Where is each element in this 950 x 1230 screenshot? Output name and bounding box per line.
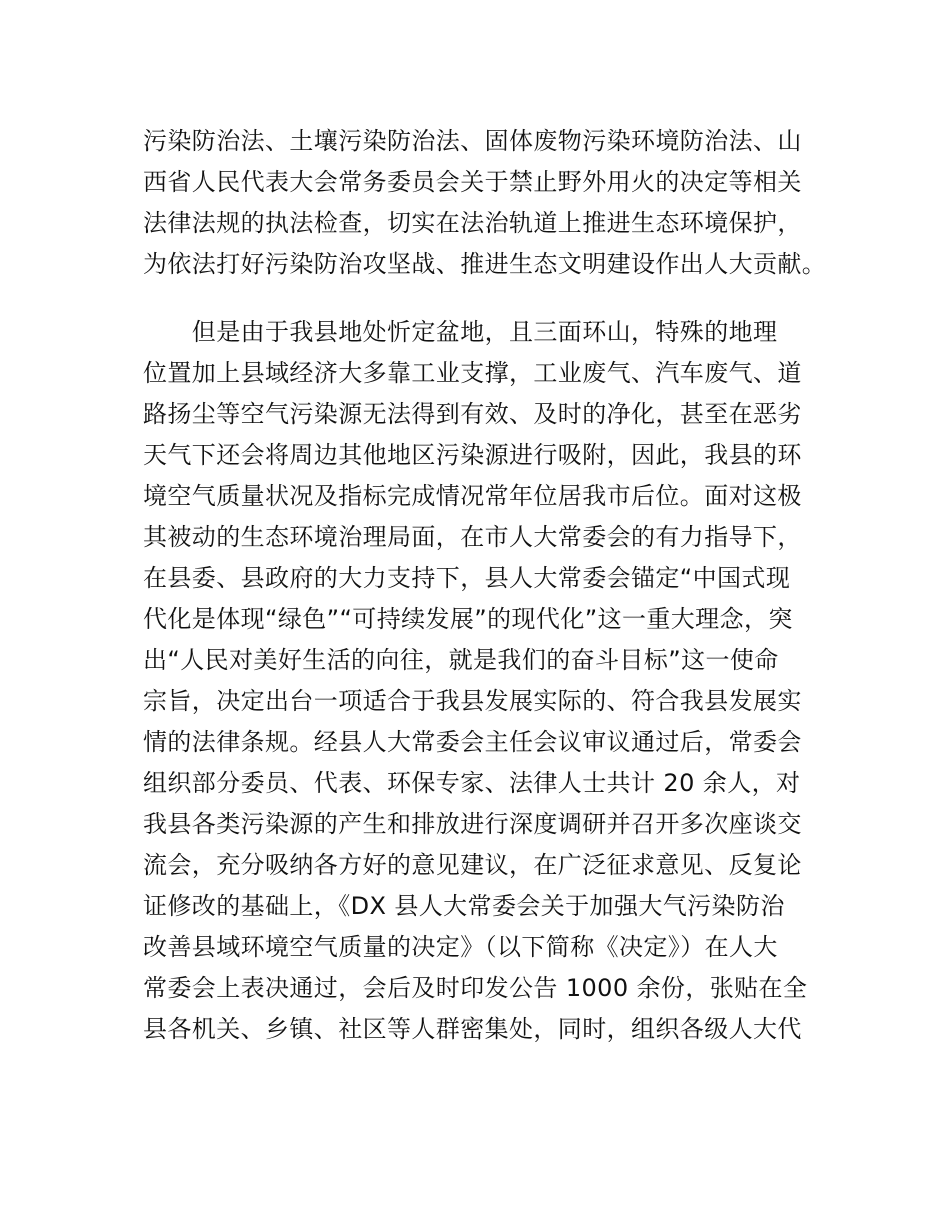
text-line: 境空气质量状况及指标完成情况常年位居我市后位。面对这极: [143, 482, 802, 510]
text-line: 证修改的基础上，《DX 县人大常委会关于加强大气污染防治: [143, 892, 785, 920]
text-line: 组织部分委员、代表、环保专家、法律人士共计 20 余人，对: [143, 769, 801, 797]
text-line: 流会，充分吸纳各方好的意见建议，在广泛征求意见、反复论: [143, 851, 802, 879]
text-line: 西省人民代表大会常务委员会关于禁止野外用火的决定等相关: [143, 168, 802, 196]
text-line: 路扬尘等空气污染源无法得到有效、及时的净化，甚至在恶劣: [143, 400, 802, 428]
text-line: 污染防治法、土壤污染防治法、固体废物污染环境防治法、山: [143, 127, 802, 155]
text-line: 法律法规的执法检查，切实在法治轨道上推进生态环境保护，: [143, 209, 802, 237]
text-line: 代化是体现“绿色”“可持续发展”的现代化”这一重大理念，突: [143, 605, 793, 633]
text-line: 县各机关、乡镇、社区等人群密集处，同时，组织各级人大代: [143, 1015, 802, 1043]
text-line: 出“人民对美好生活的向往，就是我们的奋斗目标”这一使命: [143, 646, 779, 674]
text-line: 宗旨，决定出台一项适合于我县发展实际的、符合我县发展实: [143, 687, 802, 715]
text-line: 位置加上县域经济大多靠工业支撑，工业废气、汽车废气、道: [143, 359, 802, 387]
text-line: 情的法律条规。经县人大常委会主任会议审议通过后，常委会: [143, 728, 802, 756]
paragraph-air-pollution-decision: [143, 312, 823, 1050]
paragraph-law-enforcement-inspection: [143, 121, 827, 285]
text-line: 常委会上表决通过，会后及时印发公告 1000 余份，张贴在全: [143, 974, 808, 1002]
text-line: 为依法打好污染防治攻坚战、推进生态文明建设作出人大贡献。: [143, 250, 827, 278]
text-line: 其被动的生态环境治理局面，在市人大常委会的有力指导下，: [143, 523, 802, 551]
text-line: 我县各类污染源的产生和排放进行深度调研并召开多次座谈交: [143, 810, 802, 838]
text-line: 改善县域环境空气质量的决定》（以下简称《决定》）在人大: [143, 933, 778, 961]
text-line: 天气下还会将周边其他地区污染源进行吸附，因此，我县的环: [143, 441, 802, 469]
text-line: 在县委、县政府的大力支持下，县人大常委会锚定“中国式现: [143, 564, 791, 592]
text-line: 但是由于我县地处忻定盆地，且三面环山，特殊的地理: [143, 318, 778, 346]
